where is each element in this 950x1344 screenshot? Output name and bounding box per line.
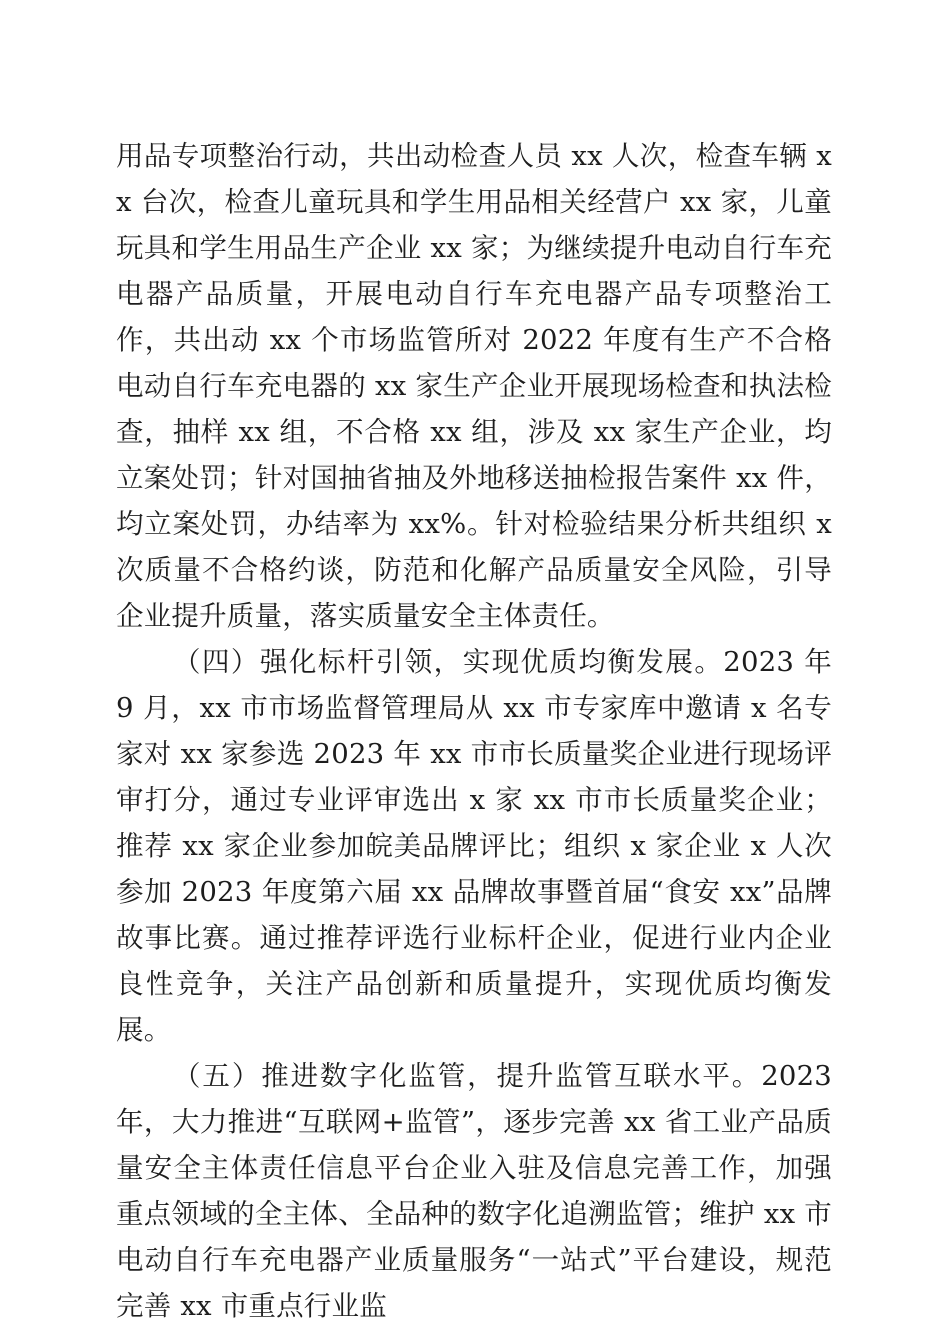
document-text-column [116, 133, 832, 1329]
paragraph-section-five: （五）推进数字化监管，提升监管互联水平。2023 年，大力推进“互联网+监管”，逐步完善 xx 省工业产品质量安全主体责任信息平台企业入驻及信息完善工作，加强重点领域的全主体、全品种的数字化追溯监管；维护 xx 市电动自行车充电器产业质量服务“一站式”平台建设，规范完善 xx 市重点行业监 [116, 1060, 832, 1322]
paragraph-continuation: 用品专项整治行动，共出动检查人员 xx 人次，检查车辆 xx 台次，检查儿童玩具和学生用品相关经营户 xx 家，儿童玩具和学生用品生产企业 xx 家；为继续提升电动自行车充电器产品质量，开展电动自行车充电器产品专项整治工作，共出动 xx 个市场监管所对 2022 年度有生产不合格电动自行车充电器的 xx 家生产企业开展现场检查和执法检查，抽样 xx 组，不合格 xx 组，涉及 xx 家生产企业，均立案处罚；针对国抽省抽及外地移送抽检报告案件 xx 件，均立案处罚，办结率为 xx%。针对检验结果分析共组织 x 次质量不合格约谈，防范和化解产品质量安全风险，引导企业提升质量，落实质量安全主体责任。 [116, 140, 832, 632]
paragraph-section-four: （四）强化标杆引领，实现优质均衡发展。2023 年 9 月，xx 市市场监督管理局从 xx 市专家库中邀请 x 名专家对 xx 家参选 2023 年 xx 市市长质量奖企业进行现场评审打分，通过专业评审选出 x 家 xx 市市长质量奖企业；推荐 xx 家企业参加皖美品牌评比；组织 x 家企业 x 人次参加 2023 年度第六届 xx 品牌故事暨首届“食安 xx”品牌故事比赛。通过推荐评选行业标杆企业，促进行业内企业良性竞争，关注产品创新和质量提升，实现优质均衡发展。 [116, 646, 832, 1046]
page-bottom-blank-space [0, 1168, 950, 1344]
